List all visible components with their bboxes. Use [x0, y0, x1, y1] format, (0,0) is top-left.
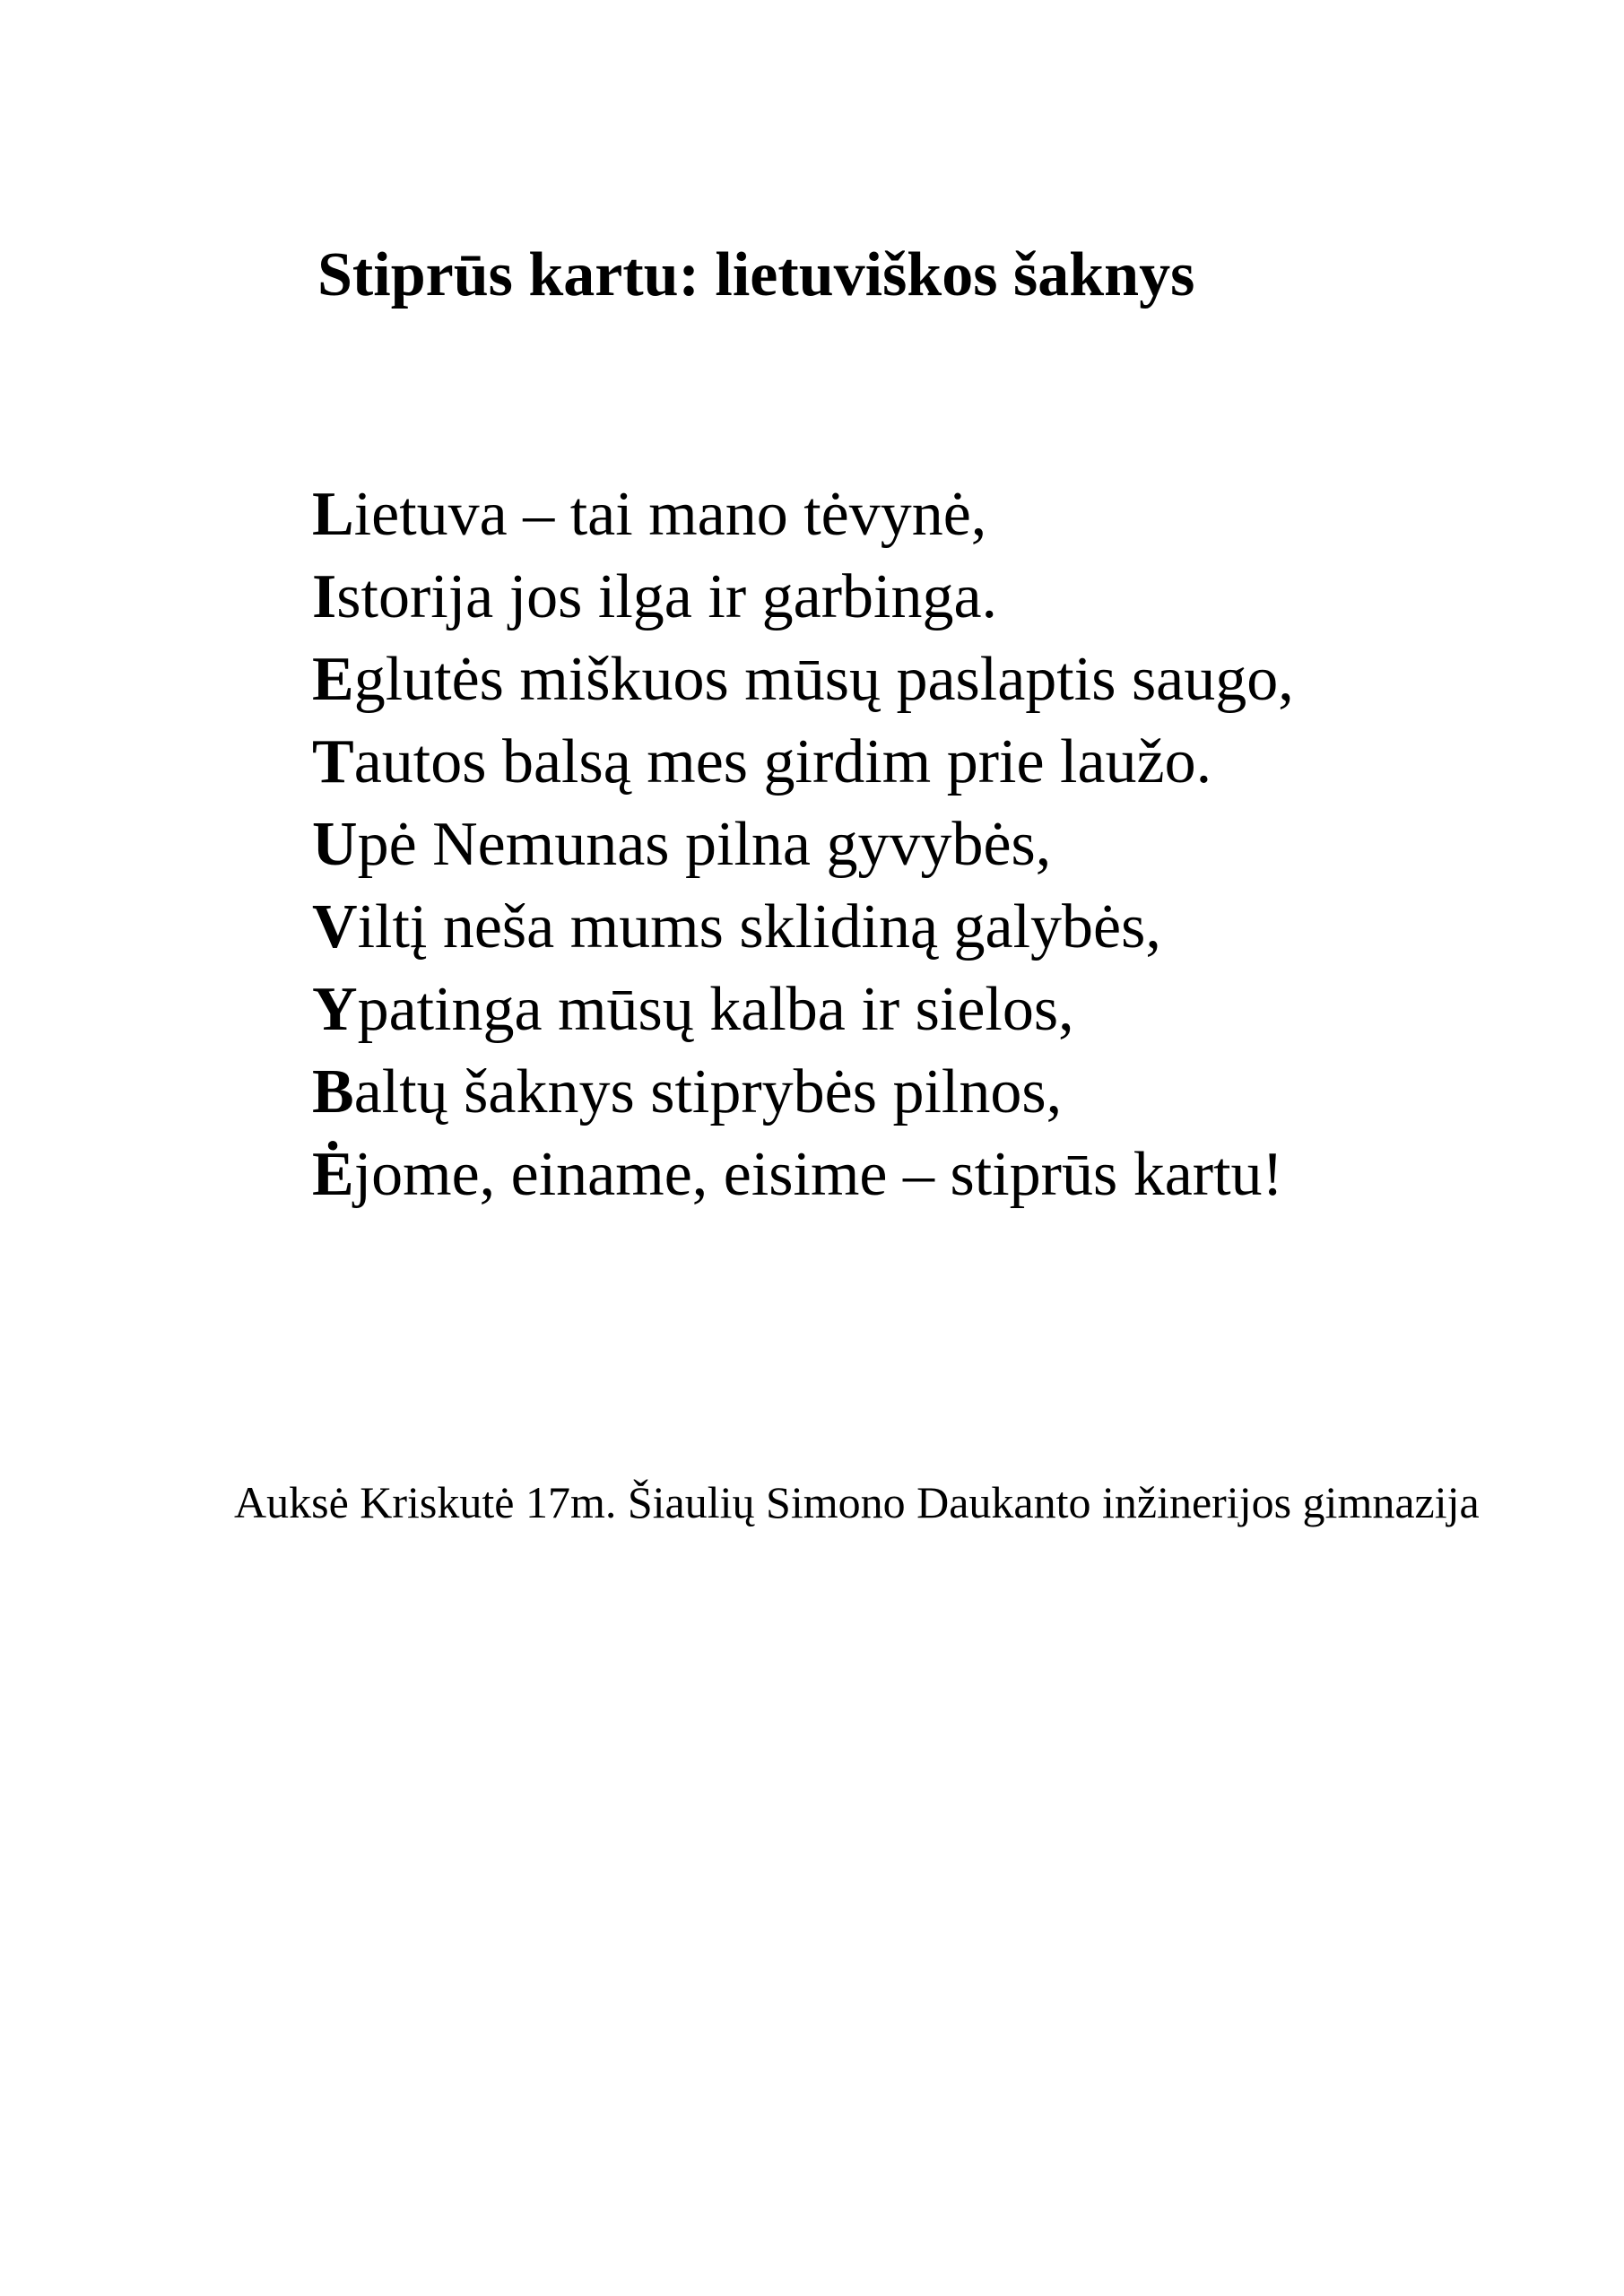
line-text: storija jos ilga ir garbinga. — [336, 562, 998, 631]
line-text: iltį neša mums sklidiną galybės, — [357, 892, 1161, 961]
poem-line — [312, 1134, 1294, 1216]
acrostic-initial: I — [312, 562, 337, 631]
acrostic-initial: Ė — [312, 1140, 354, 1209]
line-text: altų šaknys stiprybės pilnos, — [353, 1057, 1063, 1126]
acrostic-initial: L — [312, 480, 354, 549]
acrostic-initial: Y — [312, 975, 358, 1044]
acrostic-initial: B — [312, 1057, 354, 1126]
author-signature: Auksė Kriskutė 17m. Šiaulių Simono Daukanto inžinerijos gimnazija — [234, 1477, 1480, 1527]
line-text: glutės miškuos mūsų paslaptis saugo, — [353, 645, 1294, 714]
poem-body — [312, 474, 1294, 1216]
acrostic-initial: E — [312, 645, 354, 714]
line-text: patinga mūsų kalba ir sielos, — [357, 975, 1074, 1044]
acrostic-initial: V — [312, 892, 358, 961]
poem-line — [312, 556, 1294, 639]
line-text: pė Nemunas pilna gyvybės, — [357, 810, 1052, 879]
poem-line — [312, 804, 1294, 886]
poem-line — [312, 474, 1294, 556]
poem-line — [312, 721, 1294, 804]
line-text: jome, einame, eisime – stiprūs kartu! — [353, 1140, 1283, 1209]
line-text: ietuva – tai mano tėvynė, — [353, 480, 987, 549]
poem-line — [312, 969, 1294, 1051]
poem-line — [312, 1051, 1294, 1134]
acrostic-initial: U — [312, 810, 358, 879]
poem-line — [312, 639, 1294, 721]
line-text: autos balsą mes girdim prie laužo. — [353, 727, 1212, 796]
poem-line — [312, 886, 1294, 969]
acrostic-initial: T — [312, 727, 354, 796]
poem-title: Stiprūs kartu: lietuviškos šaknys — [317, 240, 1195, 309]
